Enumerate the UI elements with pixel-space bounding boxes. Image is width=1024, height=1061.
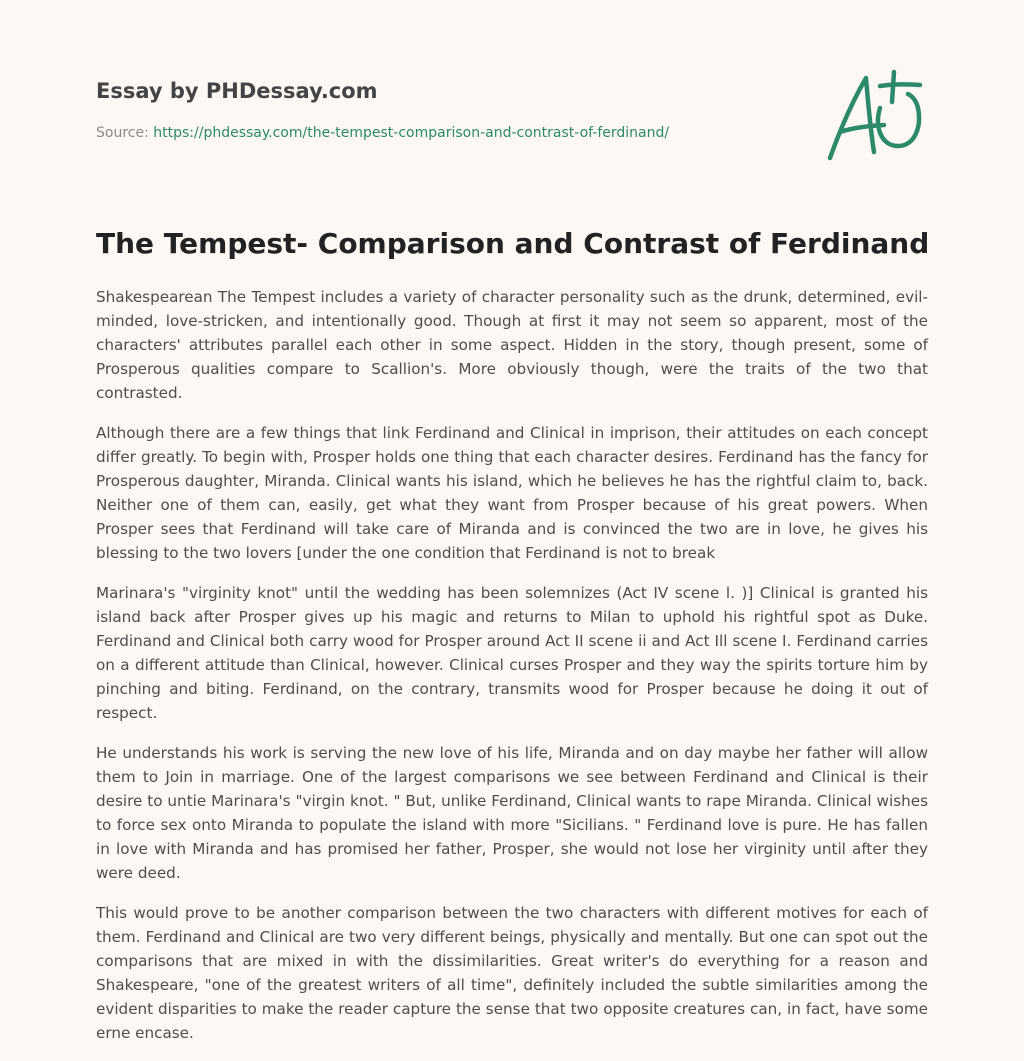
paragraph: Marinara's "virginity knot" until the wedding has been solemnizes (Act IV scene l. )] Clinical is granted his island back after Prosper gives up his magic and returns to Milan to uphold his rightful spot as Duke. Ferdinand and Clinical both carry wood for Prosper around Act II scene ii and Act Ill scene I. Ferdinand carries on a different attitude than Clinical, however. Clinical curses Prosper and they way the spirits torture him by pinching and biting. Ferdinand, on the contrary, transmits wood for Prosper because he doing it out of respect.: [96, 584, 928, 722]
plus-vertical: [892, 72, 894, 102]
letter-a-stroke: [830, 78, 874, 158]
source-line: [96, 124, 669, 142]
paragraph: He understands his work is serving the new love of his life, Miranda and on day maybe her father will allow them to Join in marriage. One of the largest comparisons we see between Ferdinand and Clinical is their desire to untie Marinara's "virgin knot. " But, unlike Ferdinand, Clinical wants to rape Miranda. Clinical wishes to force sex onto Miranda to populate the island with more "Sicilians. " Ferdinand love is pure. He has fallen in love with Miranda and has promised her father, Prosper, she would not lose her virginity until after they were deed.: [96, 744, 928, 882]
paragraph: Although there are a few things that link Ferdinand and Clinical in imprison, their attitudes on each concept differ greatly. To begin with, Prosper holds one thing that each character desires. Ferdinand has the fancy for Prosperous daughter, Miranda. Clinical wants his island, which he believes he has the rightful claim to, back. Neither one of them can, easily, get what they want from Prosper because of his great powers. When Prosper sees that Ferdinand will take care of Miranda and is convinced the two are in love, he gives his blessing to the two lovers [under the one condition that Ferdinand is not to break: [96, 424, 928, 562]
essay-title: The Tempest- Comparison and Contrast of Ferdinand: [96, 227, 930, 260]
paragraph: Shakespearean The Tempest includes a variety of character personality such as the drunk, determined, evil-minded, love-stricken, and intentionally good. Though at first it may not seem so apparent, most of the characters' attributes parallel each other in some aspect. Hidden in the story, though present, some of Prosperous qualities compare to Scallion's. More obviously though, were the traits of the two that contrasted.: [96, 288, 928, 402]
source-link[interactable]: https://phdessay.com/the-tempest-comparison-and-contrast-of-ferdinand/: [153, 125, 670, 141]
a-plus-grade-icon: [822, 68, 926, 164]
site-brand: Essay by PHDessay.com: [96, 79, 378, 103]
plus-horizontal: [880, 84, 920, 86]
source-label: Source:: [96, 125, 149, 141]
smile-curve: [878, 94, 919, 146]
essay-body: [96, 285, 928, 1061]
paragraph: This would prove to be another comparison between the two characters with different motives for each of them. Ferdinand and Clinical are two very different beings, physically and mentally. But one can spot out the comparisons that are mixed in with the dissimilarities. Great writer's do everything for a reason and Shakespeare, "one of the greatest writers of all time", definitely included the subtle similarities among the evident disparities to make the reader capture the sense that two opposite creatures can, in fact, have some erne encase.: [96, 904, 928, 1042]
